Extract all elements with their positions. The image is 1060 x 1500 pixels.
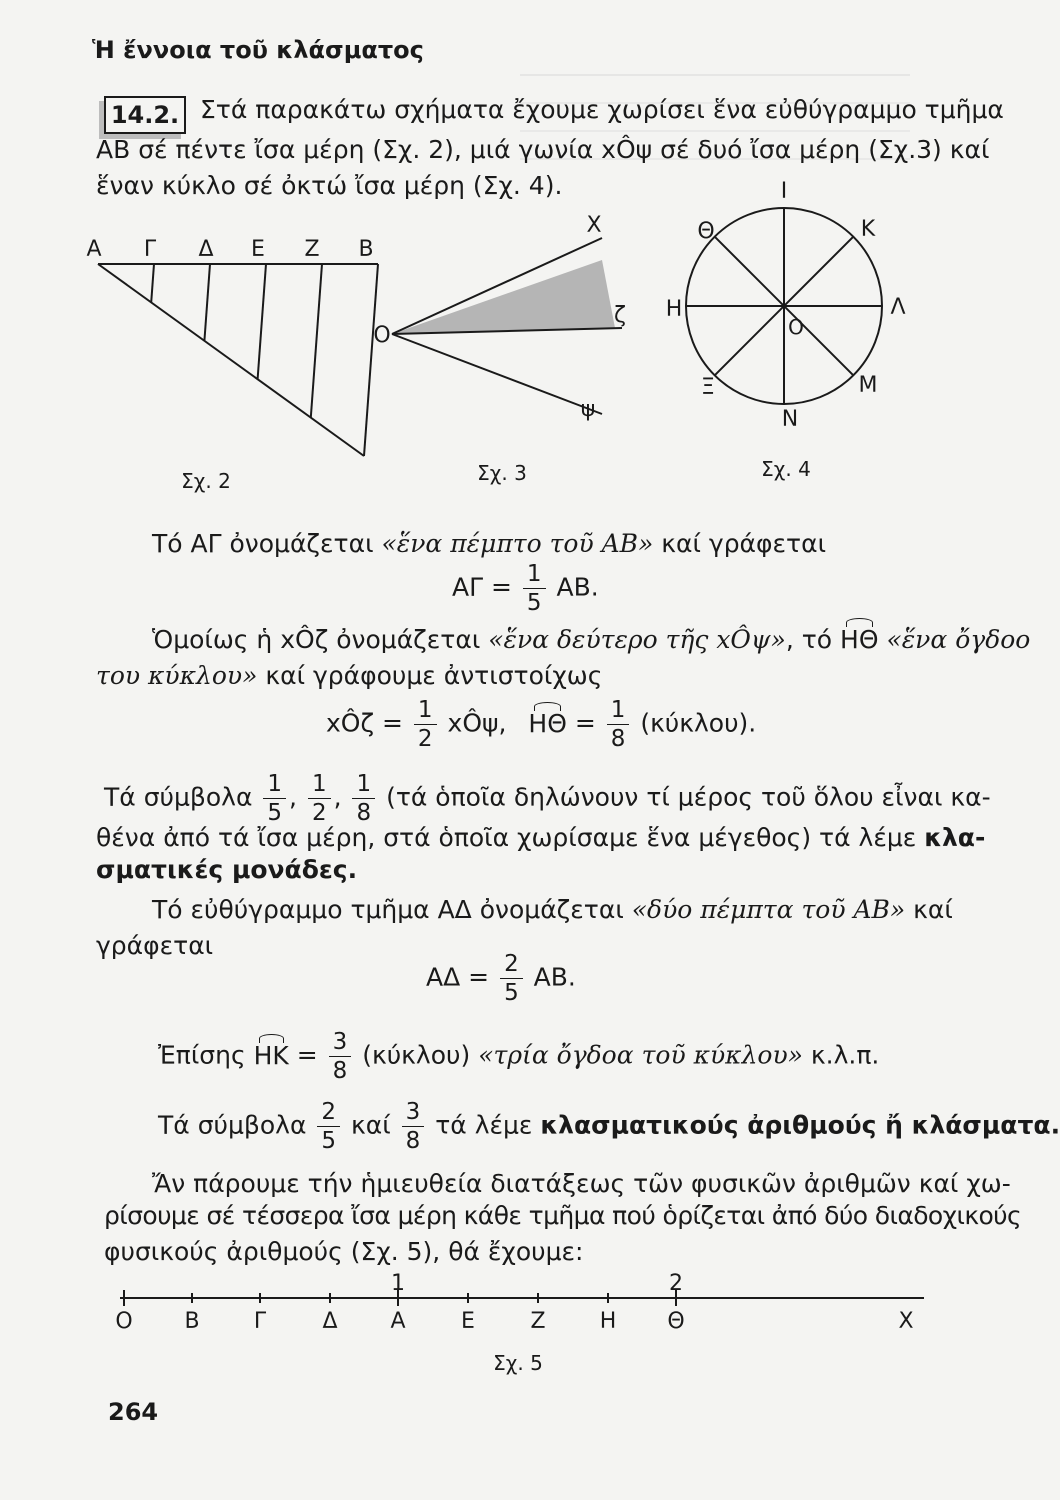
point-zeta: ζ	[614, 303, 626, 328]
tick-label-1: 1	[391, 1271, 405, 1296]
point-b: Β	[358, 237, 374, 262]
para-6: Τά σύμβολα $\frac{2}{5}$ καί $\frac{3}{8}$ τά λέμε κλασματικούς ἀριθμούς ἤ κλάσματα.	[158, 1099, 1060, 1154]
para-2-line-1: Ὁμοίως ἡ xÔζ ὀνομάζεται «ἕνα δεύτερο τῆς xÔψ», τό ΗΘ «ἕνα ὄγδοο	[152, 625, 1031, 654]
point-m: Μ	[858, 373, 878, 398]
point-a: Α	[86, 237, 102, 262]
point-e: Ε	[251, 237, 265, 262]
point-o: Ο	[115, 1309, 133, 1334]
caption-fig-2: Σχ. 2	[181, 469, 231, 493]
point-x: Χ	[586, 213, 602, 238]
figure-3	[370, 210, 660, 500]
point-e: Ε	[461, 1309, 475, 1334]
point-o-center: Ο	[788, 315, 804, 339]
point-g: Γ	[143, 237, 157, 262]
page-title: Ἡ ἔννοια τοῦ κλάσματος	[92, 36, 424, 64]
para-4-line-2: γράφεται	[96, 931, 214, 960]
para-4-line-1: Τό εὐθύγραμμο τμῆμα ΑΔ ὀνομάζεται «δύο πέμπτα τοῦ ΑΒ» καί	[152, 895, 953, 924]
point-b: Β	[184, 1309, 200, 1334]
point-d: Δ	[322, 1309, 338, 1334]
para-7-line-1: Ἄν πάρουμε τήν ἡμιευθεία διατάξεως τῶν φυσικῶν ἀριθμῶν καί χω-	[152, 1169, 1011, 1198]
division-line	[311, 264, 322, 418]
para-7-line-2: ρίσουμε σέ τέσσερα ἴσα μέρη κάθε τμῆμα πού ὁρίζεται ἀπό δύο διαδοχικούς	[104, 1201, 1022, 1230]
point-z: Ζ	[530, 1309, 546, 1334]
para-3-line-3: σματικές μονάδες.	[96, 855, 358, 884]
point-x: Χ	[898, 1309, 914, 1334]
point-l: Λ	[890, 295, 906, 320]
point-a: Α	[390, 1309, 406, 1334]
point-z: Ζ	[304, 237, 320, 262]
point-h: Η	[665, 297, 683, 322]
shaded-angle-region	[392, 260, 615, 334]
para-5: Ἐπίσης ΗΚ = $\frac{3}{8}$ (κύκλου) «τρία ὄγδοα τοῦ κύκλου» κ.λ.π.	[158, 1029, 880, 1084]
tick-label-2: 2	[669, 1271, 683, 1296]
intro-line-2: ΑΒ σέ πέντε ἴσα μέρη (Σχ. 2), μιά γωνία xÔψ σέ δυό ἴσα μέρη (Σχ.3) καί	[96, 135, 990, 164]
para-1-line-1: Τό ΑΓ ὀνομάζεται «ἕνα πέμπτο τοῦ ΑΒ» καί γράφεται	[152, 529, 827, 558]
formula-ag: ΑΓ = $\frac{1}{5}$ ΑΒ.	[452, 561, 599, 616]
point-o: Ο	[373, 323, 391, 348]
fraction-one-fifth: $\frac{1}{5}$	[523, 562, 546, 615]
para-3-line-2: θένα ἀπό τά ἴσα μέρη, στά ὁποῖα χωρίσαμε ἕνα μέγεθος) τά λέμε κλα-	[96, 823, 986, 852]
division-line	[151, 264, 154, 302]
figure-4	[660, 180, 924, 480]
section-number: 14.2.	[104, 96, 186, 134]
figure-5	[100, 1266, 924, 1376]
point-k: Κ	[860, 217, 876, 242]
point-h: Η	[599, 1309, 617, 1334]
page-number: 264	[108, 1398, 159, 1426]
figure-2	[86, 230, 386, 500]
para-2-line-2: του κύκλου» καί γράφουμε ἀντιστοίχως	[96, 661, 603, 690]
ray-opsi	[392, 334, 602, 414]
auxiliary-ray	[98, 264, 364, 456]
point-n: Ν	[781, 407, 799, 432]
point-theta: Θ	[667, 1309, 685, 1334]
division-line	[258, 264, 266, 379]
formula-angles-arc: xÔζ = $\frac{1}{2}$ xÔψ, ΗΘ = $\frac{1}{8}$ (κύκλου).	[326, 697, 757, 752]
point-theta: Θ	[697, 219, 715, 244]
caption-fig-5: Σχ. 5	[493, 1351, 543, 1375]
intro-line-1: Στά παρακάτω σχήματα ἔχουμε χωρίσει ἕνα εὐθύγραμμο τμῆμα	[200, 95, 1004, 124]
point-i: Ι	[780, 179, 788, 204]
caption-fig-4: Σχ. 4	[761, 457, 811, 481]
caption-fig-3: Σχ. 3	[477, 461, 527, 485]
formula-ad: ΑΔ = $\frac{2}{5}$ ΑΒ.	[426, 951, 576, 1006]
division-line	[204, 264, 210, 341]
point-psi: ψ	[580, 397, 596, 422]
para-3-line-1: Τά σύμβολα $\frac{1}{5}$ , $\frac{1}{2}$ , $\frac{1}{8}$ (τά ὁποῖα δηλώνουν τί μέρος τοῦ ὅλου εἶναι κα-	[104, 771, 991, 826]
point-xi: Ξ	[701, 375, 715, 400]
point-d: Δ	[198, 237, 214, 262]
point-g: Γ	[253, 1309, 267, 1334]
para-7-line-3: φυσικούς ἀριθμούς (Σχ. 5), θά ἔχουμε:	[104, 1237, 584, 1266]
intro-line-3: ἕναν κύκλο σέ ὀκτώ ἴσα μέρη (Σχ. 4).	[96, 171, 563, 200]
